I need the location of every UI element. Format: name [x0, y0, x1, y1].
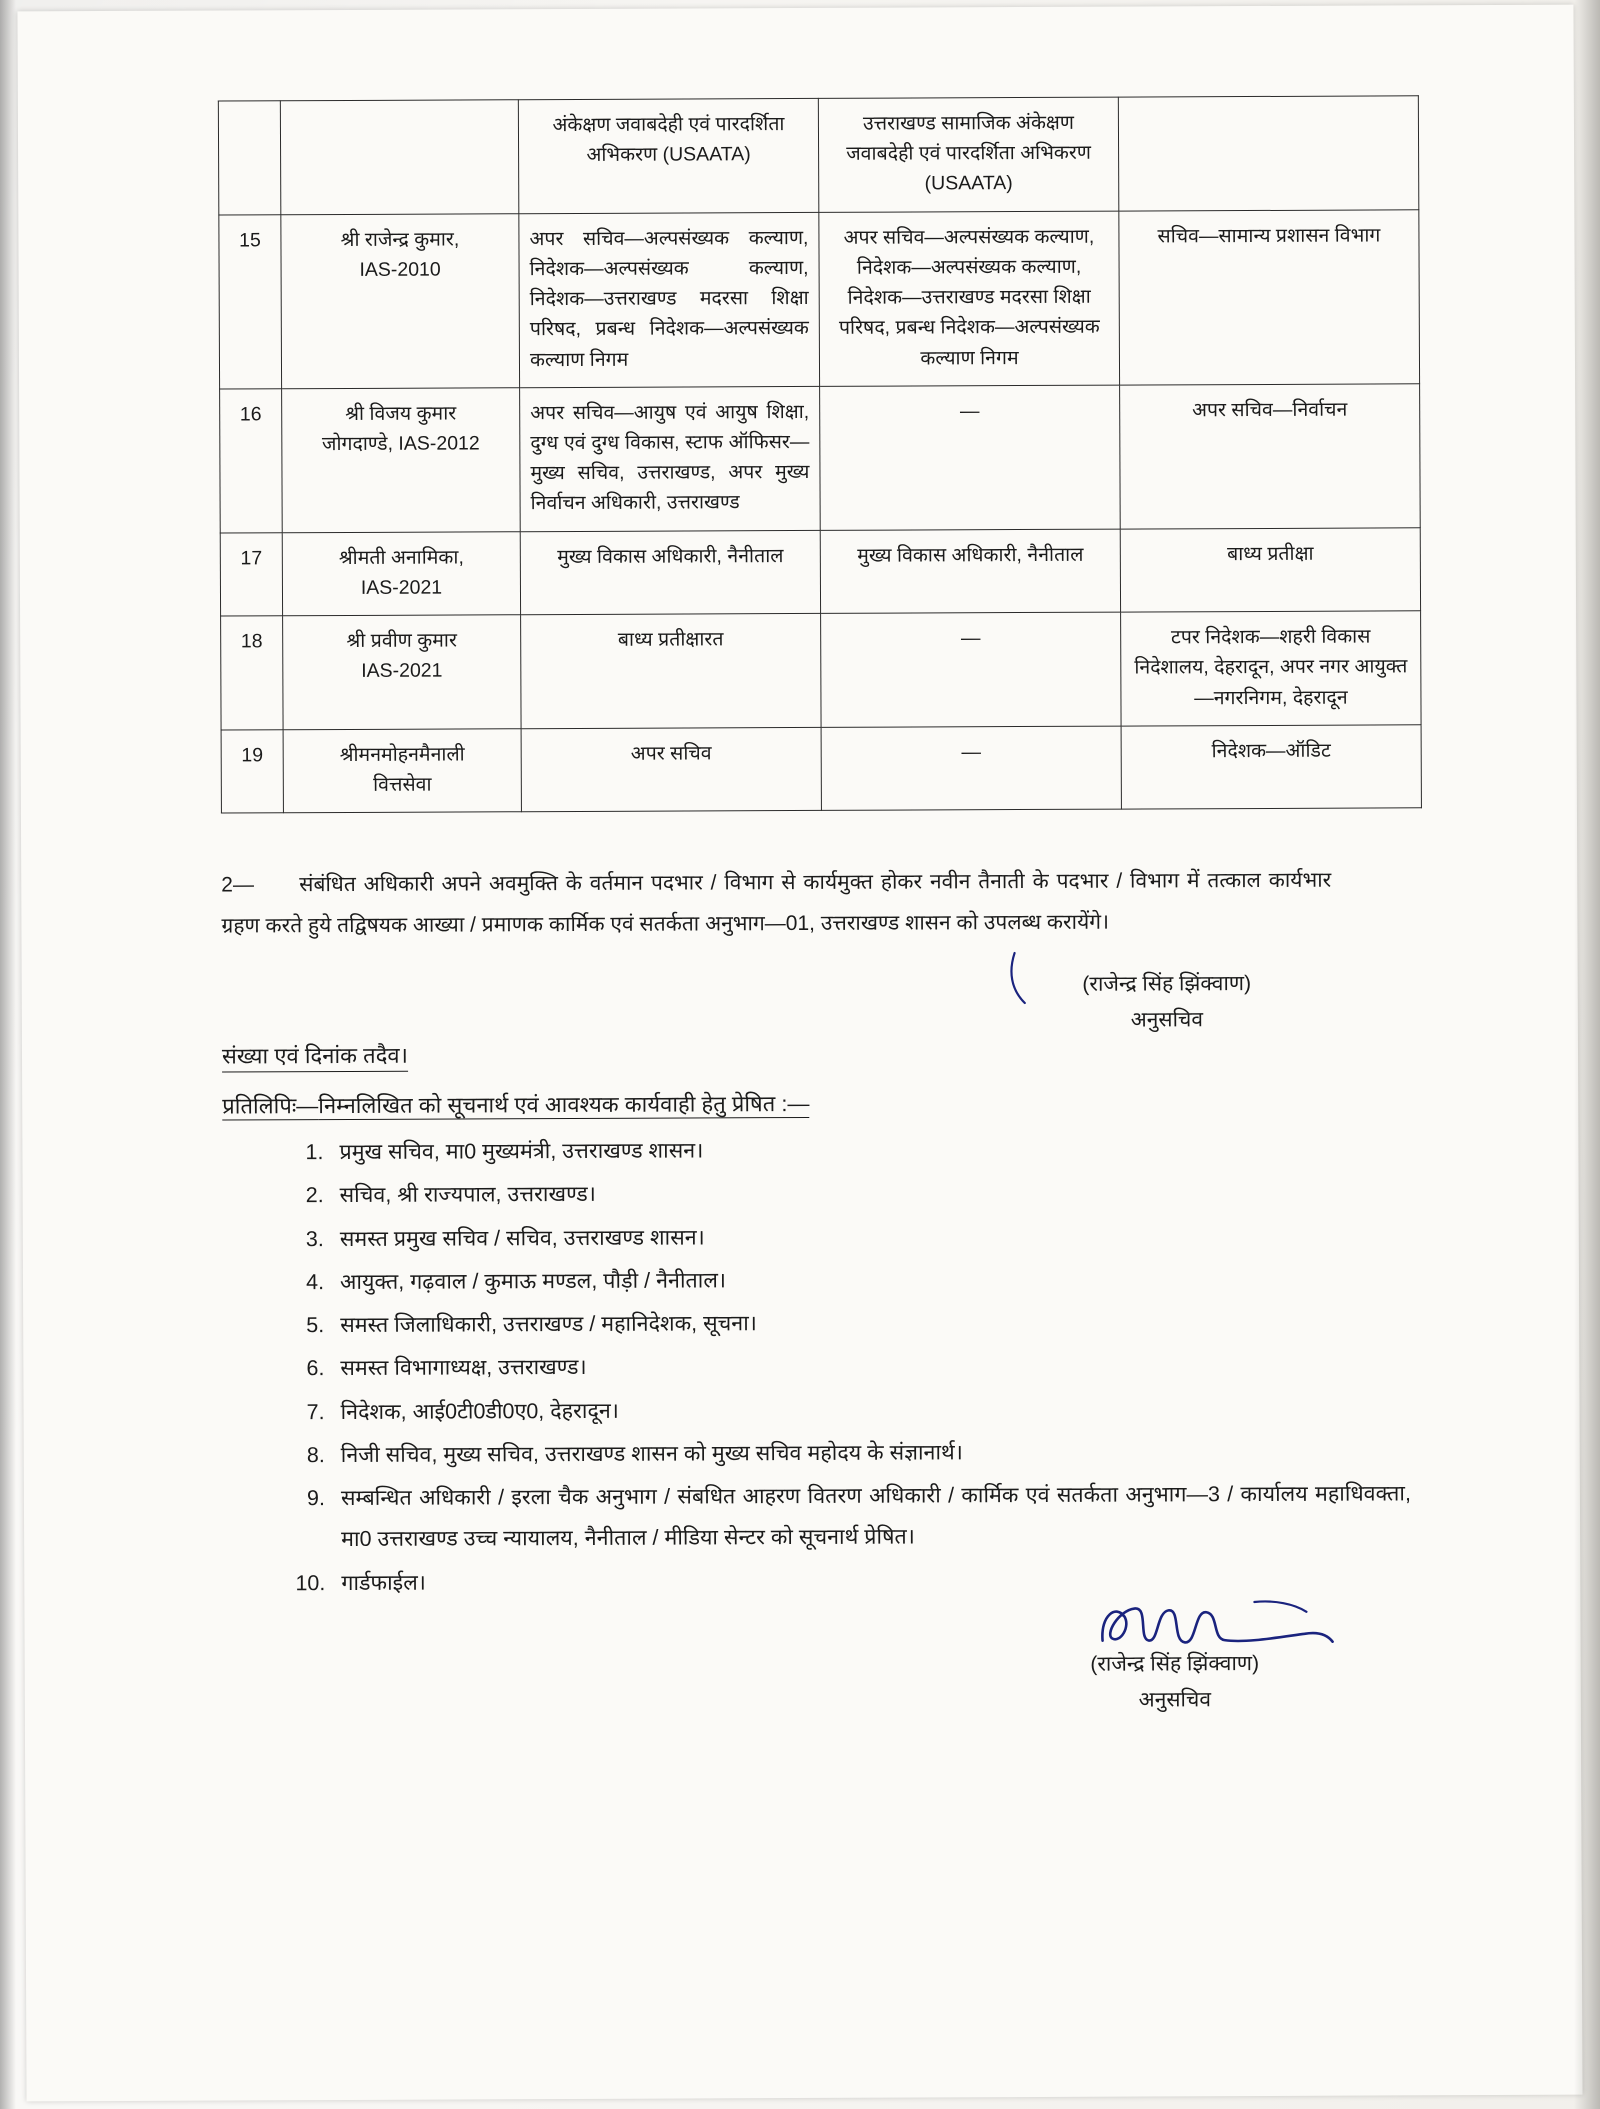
table-row [220, 384, 1421, 533]
cell-relieved-post: — [821, 726, 1121, 811]
cell-name [281, 213, 520, 388]
cell-name [283, 615, 521, 730]
cell-relieved-post: अपर सचिव—अल्पसंख्यक कल्याण, निदेशक—अल्पसंख्यक कल्याण, निदेशक—उत्तराखण्ड मदरसा शिक्षा परिषद, प्रबन्ध निदेशक—अल्पसंख्यक कल्याण निगम [819, 211, 1120, 386]
officer-batch: जोगदाण्डे, IAS-2012 [321, 432, 480, 456]
list-item [330, 1300, 1410, 1346]
list-item [331, 1473, 1411, 1560]
cell-name [280, 100, 518, 215]
copy-distribution-line [222, 1088, 809, 1121]
officer-name: श्रीमती अनामिका, [338, 546, 464, 569]
cell-serial: 17 [220, 532, 282, 616]
officer-name: श्री विजय कुमार [345, 402, 457, 425]
cell-name [282, 387, 521, 532]
cell-serial: 15 [219, 214, 282, 388]
cell-current-post: अपर सचिव [521, 727, 821, 812]
cell-relieved-post: मुख्य विकास अधिकारी, नैनीताल [820, 529, 1120, 614]
list-item [330, 1214, 1410, 1260]
officer-name: श्री प्रवीण कुमार [346, 629, 457, 653]
officer-name: श्रीमनमोहनमैनाली [339, 743, 465, 766]
cell-relieved-post: — [821, 612, 1121, 727]
paragraph-2 [221, 861, 1331, 948]
recipient-text: निजी सचिव, मुख्य सचिव, उत्तराखण्ड शासन को मुख्य सचिव महोदय के संज्ञानार्थ। [340, 1440, 963, 1467]
cell-new-posting: बाध्य प्रतीक्षा [1120, 527, 1420, 612]
cell-new-posting: सचिव—सामान्य प्रशासन विभाग [1119, 209, 1420, 384]
cell-new-posting: निदेशक—ऑडिट [1121, 725, 1421, 810]
officer-batch: IAS-2021 [361, 659, 443, 683]
list-item [330, 1171, 1410, 1217]
recipient-text: सचिव, श्री राज्यपाल, उत्तराखण्ड। [339, 1182, 596, 1208]
recipient-text: समस्त प्रमुख सचिव / सचिव, उत्तराखण्ड शासन। [339, 1224, 705, 1251]
list-item [330, 1257, 1410, 1303]
recipient-text: समस्त विभागाध्यक्ष, उत्तराखण्ड। [340, 1355, 587, 1381]
signatory-designation: अनुसचिव [1130, 1007, 1204, 1032]
cell-current-post: अपर सचिव—अल्पसंख्यक कल्याण, निदेशक—अल्पसंख्यक कल्याण, निदेशक—उत्तराखण्ड मदरसा शिक्षा परिषद, प्रबन्ध निदेशक—अल्पसंख्यक कल्याण निगम [519, 212, 820, 387]
document-content [17, 5, 1582, 2102]
list-item [329, 1127, 1409, 1173]
cell-current-post: बाध्य प्रतीक्षारत [521, 613, 821, 728]
table-row [221, 725, 1421, 814]
list-item [331, 1430, 1411, 1476]
recipient-text: प्रमुख सचिव, मा0 मुख्यमंत्री, उत्तराखण्ड शासन। [339, 1138, 704, 1165]
cell-name [282, 531, 520, 615]
list-item [330, 1344, 1410, 1390]
table-row-continued-header [218, 96, 1418, 215]
cell-new-posting: टपर निदेशक—शहरी विकास निदेशालय, देहरादून, अपर नगर आयुक्त—नगरनिगम, देहरादून [1121, 611, 1421, 726]
officer-service: वित्तसेवा [373, 773, 432, 796]
cell-serial: 16 [220, 389, 283, 533]
cell-current-post: मुख्य विकास अधिकारी, नैनीताल [520, 530, 820, 615]
cell-serial [218, 101, 280, 215]
officer-transfer-table [218, 95, 1422, 813]
recipient-text: गार्डफाईल। [341, 1570, 426, 1595]
signatory-designation: अनुसचिव [1138, 1687, 1212, 1712]
cell-current-post: अपर सचिव—आयुष एवं आयुष शिक्षा, दुग्ध एवं दुग्ध विकास, स्टाफ ऑफिसर—मुख्य सचिव, उत्तराखण्ड, अपर मुख्य निर्वाचन अधिकारी, उत्तराखण्ड [520, 386, 821, 531]
recipient-text: निदेशक, आई0टी0डी0ए0, देहरादून। [340, 1398, 619, 1424]
signatory-name: (राजेन्द्र सिंह झिंक्वाण) [1082, 972, 1252, 996]
paragraph-marker: 2— [221, 873, 254, 897]
list-item [330, 1387, 1410, 1433]
cell-relieved-post: उत्तराखण्ड सामाजिक अंकेक्षण जवाबदेही एवं पारदर्शिता अभिकरण (USAATA) [818, 97, 1118, 212]
document-sheet [17, 5, 1582, 2102]
officer-batch: IAS-2010 [359, 258, 441, 281]
officer-batch: IAS-2021 [360, 576, 443, 599]
copy-prefix: प्रतिलिपिः— [222, 1093, 319, 1119]
cell-current-post: अंकेक्षण जवाबदेही एवं पारदर्शिता अभिकरण (USAATA) [518, 98, 818, 213]
table-row [219, 209, 1420, 388]
signatory-name: (राजेन्द्र सिंह झिंक्वाण) [1090, 1652, 1260, 1676]
signature-block-2 [1005, 1646, 1345, 1719]
signature-block-1 [1002, 966, 1332, 1039]
officer-name: श्री राजेन्द्र कुमार, [340, 228, 460, 251]
recipients-list [277, 1127, 1411, 1606]
number-date-line: संख्या एवं दिनांक तदैव। [222, 1040, 408, 1073]
cell-serial: 18 [221, 616, 283, 730]
recipient-text: समस्त जिलाधिकारी, उत्तराखण्ड / महानिदेशक, सूचना। [340, 1311, 757, 1338]
cell-serial: 19 [221, 729, 283, 813]
copy-rest: निम्नलिखित को सूचनार्थ एवं आवश्यक कार्यवाही हेतु प्रेषित :— [318, 1090, 810, 1119]
recipient-text: 9. सम्बन्धित अधिकारी / इरला चैक अनुभाग / संबधित आहरण वितरण अधिकारी / कार्मिक एवं सतर्कता अनुभाग—3 / कार्यालय महाधिवक्ता, मा0 उत्तराखण्ड उच्च न्यायालय, नैनीताल / मीडिया सेन्टर को सूचनार्थ प्रेषित। [340, 1481, 1411, 1552]
table-row [221, 611, 1421, 730]
cell-relieved-post: — [820, 385, 1121, 530]
cell-name [283, 728, 521, 812]
cell-new-posting: अपर सचिव—निर्वाचन [1120, 384, 1421, 529]
cell-new-posting [1118, 96, 1418, 211]
table-row [220, 527, 1420, 616]
paragraph-text: संबंधित अधिकारी अपने अवमुक्ति के वर्तमान पदभार / विभाग से कार्यमुक्त होकर नवीन तैनाती के पदभार / विभाग में तत्काल कार्यभार ग्रहण करते हुये तद्विषयक आख्या / प्रमाणक कार्मिक एवं सतर्कता अनुभाग—01, उत्तराखण्ड शासन को उपलब्ध करायेंगे। [221, 868, 1332, 938]
recipient-text: आयुक्त, गढ़वाल / कुमाऊ मण्डल, पौड़ी / नैनीताल। [339, 1268, 727, 1294]
